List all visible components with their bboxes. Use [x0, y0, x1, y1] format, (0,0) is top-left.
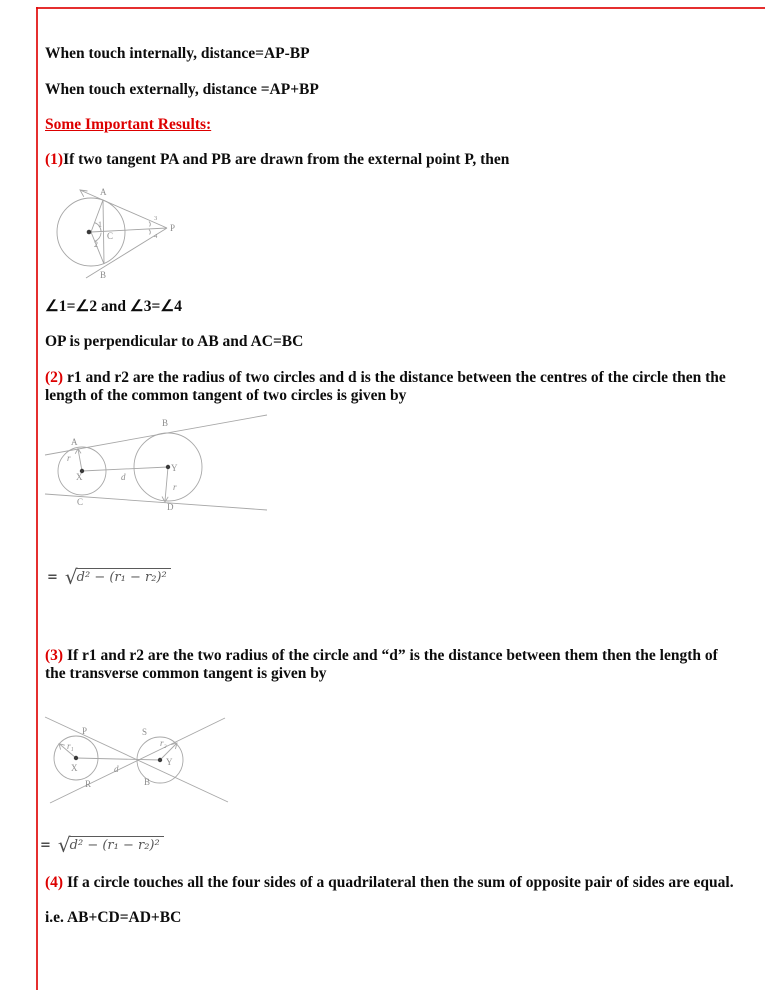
center-y-dot	[158, 758, 162, 762]
label-point-p: P	[170, 223, 176, 233]
label-angle-2: 2	[94, 240, 98, 249]
result-4-statement	[45, 874, 734, 892]
label-angle-3: 3	[154, 215, 158, 222]
center-o-dot	[87, 230, 92, 235]
result-2-statement-line-2: length of the common tangent of two circles is given by	[45, 387, 407, 404]
tangent-arrowhead	[80, 190, 88, 197]
result-3-statement-line-1	[45, 647, 718, 665]
result-1-angle-equality: ∠1=∠2 and ∠3=∠4	[45, 298, 182, 315]
center-y-dot	[166, 465, 170, 469]
center-line-xy	[76, 758, 160, 760]
label-point-c: C	[77, 497, 84, 507]
large-radius-line	[165, 467, 168, 501]
label-point-a: A	[71, 437, 78, 447]
label-point-p: P	[82, 726, 88, 736]
angle-tick-4	[149, 230, 150, 235]
label-point-s: S	[142, 727, 148, 737]
radicand-expression: d² − (r₁ − r₂)²	[69, 836, 164, 853]
radical-sign: √	[64, 565, 78, 589]
center-line-xy	[82, 467, 168, 471]
result-4-conclusion: i.e. AB+CD=AD+BC	[45, 909, 182, 926]
result-2-statement-line-1	[45, 369, 726, 387]
equals-sign: =	[47, 570, 58, 585]
label-center-y: Y	[171, 463, 178, 473]
transverse-tangent-2	[50, 718, 225, 803]
result-1-perpendicular-note: OP is perpendicular to AB and AC=BC	[45, 333, 304, 350]
result-3-statement-line-2: the transverse common tangent is given by	[45, 665, 327, 682]
angle-tick-3	[149, 222, 150, 227]
label-distance-d: d	[121, 472, 126, 482]
label-point-c: C	[107, 231, 114, 241]
formula-transverse-common-tangent	[40, 833, 164, 857]
result-3-number: (3)	[45, 647, 64, 664]
radical-sign: √	[57, 833, 71, 857]
label-point-b: B	[100, 270, 107, 280]
result-1-text: If two tangent PA and PB are drawn from the external point P, then	[63, 151, 510, 168]
diagram-two-tangents	[44, 181, 234, 294]
result-2-text-line-1: r1 and r2 are the radius of two circles and d is the distance between the centres of the circle then the	[63, 369, 726, 386]
intro-line-internal: When touch internally, distance=AP-BP	[45, 45, 310, 62]
label-angle-4: 4	[154, 233, 158, 240]
label-point-b: B	[144, 777, 151, 787]
label-point-r: R	[85, 779, 92, 789]
intro-line-external: When touch externally, distance =AP+BP	[45, 81, 319, 98]
line-op	[91, 228, 167, 232]
label-angle-1: 1	[98, 220, 102, 229]
result-4-text: If a circle touches all the four sides of a quadrilateral then the sum of opposite pair of sides are equal.	[63, 874, 734, 891]
red-border-top	[36, 7, 765, 9]
label-large-radius: r	[173, 482, 177, 492]
label-point-b: B	[162, 418, 169, 428]
label-small-radius: r	[67, 453, 71, 463]
label-center-x: X	[76, 472, 83, 482]
label-center-x: X	[71, 763, 78, 773]
diagram-direct-common-tangent	[38, 414, 270, 522]
label-point-a: A	[100, 187, 107, 197]
label-distance-d: d	[114, 764, 119, 774]
result-4-number: (4)	[45, 874, 64, 891]
section-heading: Some Important Results:	[45, 116, 212, 133]
label-center-y: Y	[166, 757, 173, 767]
result-1-statement	[45, 151, 509, 169]
equals-sign: =	[40, 838, 51, 853]
result-3-text-line-1: If r1 and r2 are the two radius of the circle and “d” is the distance between them then the length of	[63, 647, 718, 664]
label-radius-r1: r₁	[67, 741, 74, 751]
formula-direct-common-tangent	[47, 565, 171, 589]
result-1-number: (1)	[45, 151, 64, 168]
result-2-number: (2)	[45, 369, 64, 386]
center-x-dot	[74, 756, 78, 760]
chord-ab	[103, 200, 104, 264]
label-point-d: D	[167, 502, 174, 512]
diagram-transverse-common-tangent	[33, 704, 240, 816]
radicand-expression: d² − (r₁ − r₂)²	[76, 568, 171, 585]
label-radius-r2: r₂	[160, 738, 167, 748]
